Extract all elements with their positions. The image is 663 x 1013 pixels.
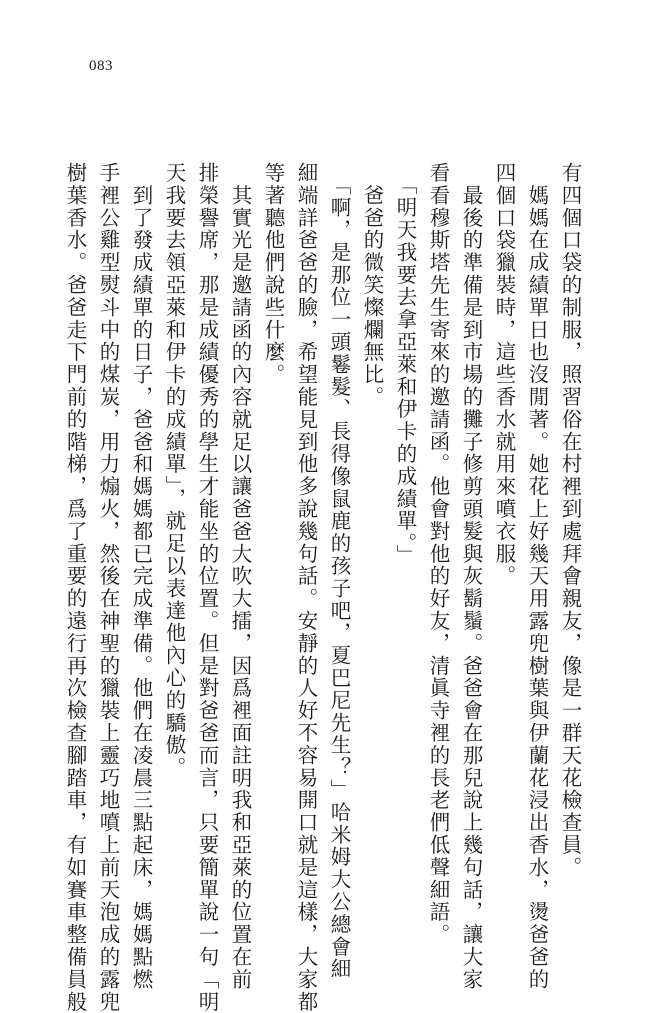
text-column-4: 最後的準備是到市場的攤子修剪頭髮與灰鬍鬚。爸爸會在那兒說上幾句話，讓大家 [459, 162, 483, 991]
text-column-7: 爸爸的微笑燦爛無比。 [360, 162, 384, 409]
text-column-13: 天我要去領亞萊和伊卡的成績單」，就足以表達他內心的驕傲。 [162, 162, 186, 779]
text-column-6: 「明天我要去拿亞萊和伊卡的成績單。」 [393, 162, 417, 568]
text-column-2: 媽媽在成績單日也沒閒著。她花上好幾天用露兜樹葉與伊蘭花浸出香水，燙爸爸的 [525, 162, 549, 991]
vertical-text-body [63, 162, 582, 1013]
page-number: 083 [89, 58, 113, 74]
text-column-1: 有四個口袋的制服，照習俗在村裡到處拜會親友，像是一群天花檢查員。 [558, 162, 582, 879]
text-column-16: 樹葉香水。爸爸走下門前的階梯，爲了重要的遠行再次檢查腳踏車，有如賽車整備員般 [63, 162, 87, 1013]
text-column-12: 排榮譽席，那是成績優秀的學生才能坐的位置。但是對爸爸而言，只要簡單說一句「明 [195, 162, 219, 1013]
text-column-10: 等著聽他們說些什麼。 [261, 162, 285, 386]
text-column-8: 「啊，是那位一頭鬈髮、長得像鼠鹿的孩子吧，夏巴尼先生？」哈米姆大公總會細 [327, 162, 351, 981]
text-column-14: 到了發成績單的日子，爸爸和媽媽都已完成準備。他們在凌晨三點起床，媽媽點燃 [129, 162, 153, 991]
text-column-5: 看看穆斯塔先生寄來的邀請函。他會對他的好友，清眞寺裡的長老們低聲細語。 [426, 162, 450, 946]
text-column-15: 手裡公雞型熨斗中的煤炭，用力煽火，然後在神聖的獵裝上靈巧地噴上前天泡成的露兜 [96, 162, 120, 1013]
text-column-3: 四個口袋獵裝時，這些香水就用來噴衣服。 [492, 162, 516, 588]
text-column-11: 其實光是邀請函的內容就足以讓爸爸大吹大擂，因爲裡面註明我和亞萊的位置在前 [228, 162, 252, 991]
text-column-9: 細端詳爸爸的臉，希望能見到他多說幾句話。安靜的人好不容易開口就是這樣，大家都 [294, 162, 318, 1013]
